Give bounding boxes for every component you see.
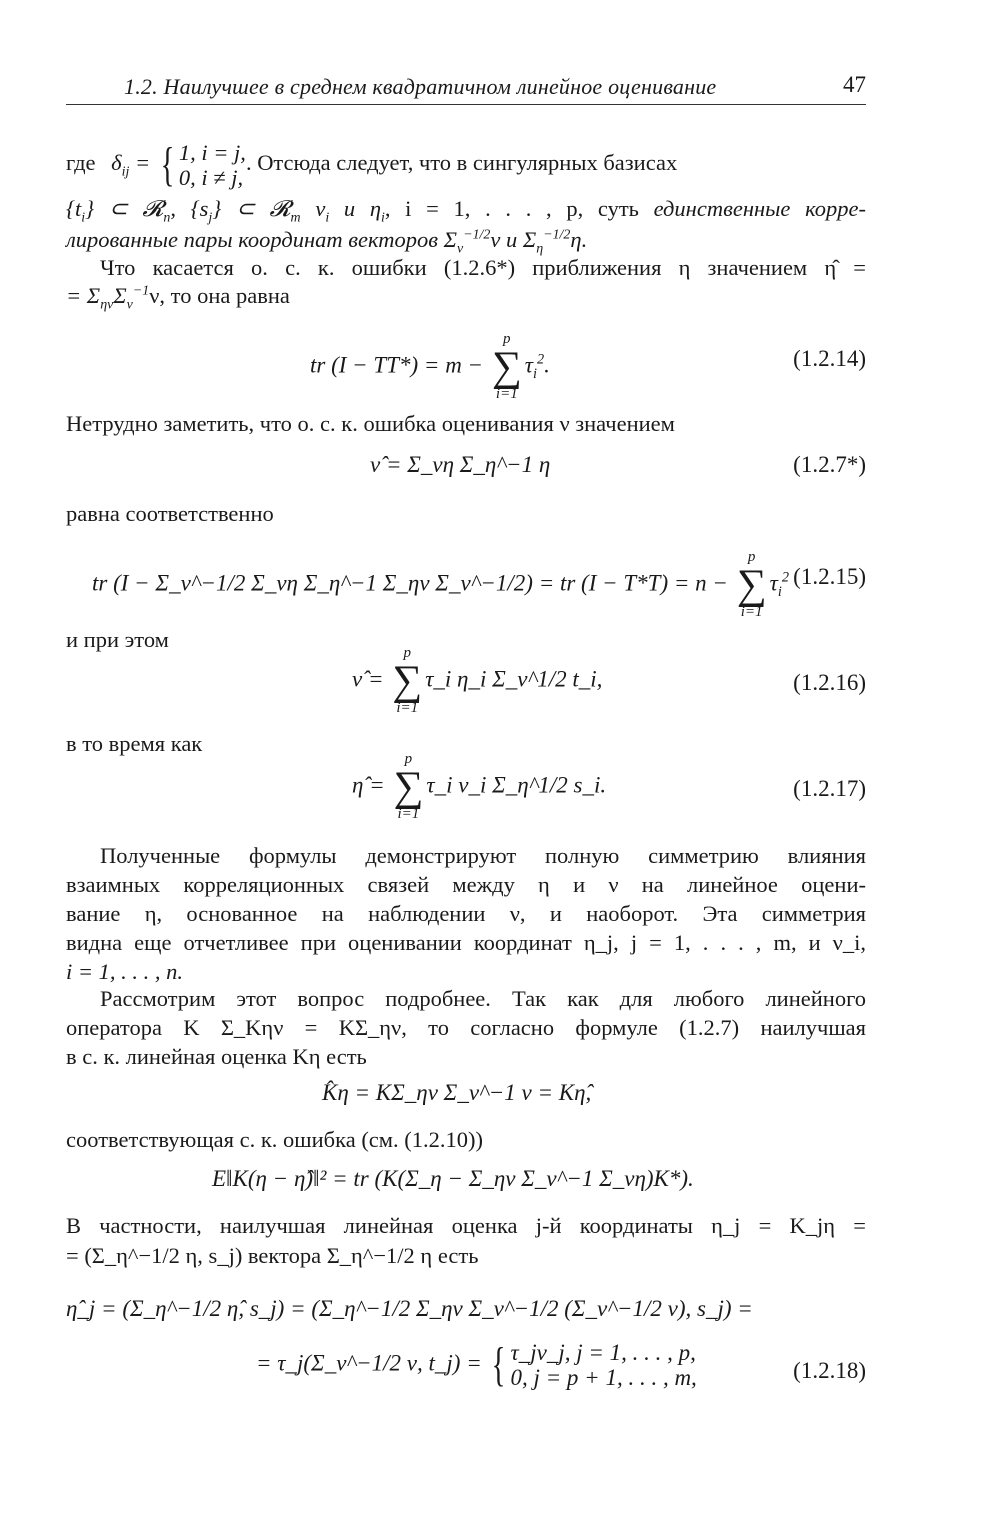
left-brace: { [160,137,175,191]
equation-1-2-18: η̂_j = (Σ_η^−1/2 η̂, s_j) = (Σ_η^−1/2 Σ_ην Σ_ν^−1/2 (Σ_ν^−1/2 ν), s_j) = = τ_j(Σ_ν^−1/2 ν, t_j) = { τ_jν_j, j = 1, . . . , p, 0, j = p + 1, . . . , m, (1.2.18) [66,1296,866,1391]
equation-number: (1.2.18) [793,1358,866,1383]
equation-1-2-7-star: ν̂ = Σ_νη Σ_η^−1 η (1.2.7*) [370,452,866,477]
equation-1-2-16: ν̂ = p ∑ i=1τ_i η_i Σ_ν^1/2 t_i, (1.2.16) [352,645,866,716]
basis-line: $\{t_i\}$ ⊂ 𝓡$_n$, $\{s_j\}$ ⊂ 𝓡$_m$ $\nu_i$ и $\eta_i$, i = 1, . . . , p, суть единственные корре- [66,196,866,226]
respectively-line: равна соответственно [66,501,274,526]
paragraph-line: в с. к. линейная оценка Kη есть [66,1044,367,1069]
equation-number: (1.2.14) [793,346,866,371]
observation-line: Нетрудно заметить, что о. с. к. ошибка оценивания ν значением [66,411,675,436]
error-intro-line: Что касается о. с. к. ошибки (1.2.6*) приближения η значением η̂ = [100,255,866,280]
error-intro-line-2: = $\Sigma_{\eta\nu}\Sigma_\nu^{-1}\nu$, то она равна [66,283,290,313]
paragraph-line: Полученные формулы демонстрируют полную симметрию влияния [100,843,866,868]
equation-number: (1.2.7*) [793,452,866,477]
equation-1-2-15: tr (I − Σ_ν^−1/2 Σ_νη Σ_η^−1 Σ_ην Σ_ν^−1/2) = tr (I − T*T) = n − p ∑ $i=1\tau_i^2$ (1.2.15) [92,549,866,620]
running-head [66,70,866,105]
section-title: 1.2. Наилучшее в среднем квадратичном линейное оценивание [124,74,717,99]
equation-number: (1.2.17) [793,776,866,801]
paragraph-line: В частности, наилучшая линейная оценка j-й координаты η_j = K_jη = [66,1213,866,1238]
equation-error: E‖K(η − η̂)‖² = tr (K(Σ_η − Σ_ην Σ_ν^−1 Σ_νη)K*). [212,1166,694,1191]
paragraph-line: Рассмотрим этот вопрос подробнее. Так как для любого линейного [100,986,866,1011]
equation-number: (1.2.15) [793,564,866,589]
while-line: в то время как [66,731,203,756]
page-number: 47 [843,72,866,97]
corresponding-error-line: соответствующая с. к. ошибка (см. (1.2.10)) [66,1127,484,1152]
delta-cases: 1, i = j, 0, i ≠ j, [178,139,246,190]
paragraph-line: вание η, основанное на наблюдении ν, и наоборот. Эта симметрия [66,901,866,926]
delta-definition-line: где $\delta_{ij}$ = { 1, i = j, 0, i ≠ j, . Отсюда следует, что в сингулярных базисах [66,137,678,191]
paragraph-line: оператора K Σ_Kην = KΣ_ην, то согласно формуле (1.2.7) наилучшая [66,1015,866,1040]
equation-1-2-17: η̂ = p ∑ i=1τ_i ν_i Σ_η^1/2 s_i. (1.2.17) [352,751,866,822]
paragraph-line: видна еще отчетливее при оценивании координат η_j, j = 1, . . . , m, и ν_i, [66,930,866,955]
paragraph-line: i = 1, . . . , n. [66,959,184,984]
pairs-line: лированные пары координат векторов $\Sigma_\nu^{-1/2}\nu$ и $\Sigma_\eta^{-1/2}\eta$. [66,227,588,257]
equation-number: (1.2.16) [793,670,866,695]
paragraph-line: взаимных корреляционных связей между η и ν на линейное оцени- [66,872,866,897]
paragraph-line: = (Σ_η^−1/2 η, s_j) вектора Σ_η^−1/2 η есть [66,1243,479,1268]
equation-1-2-14: tr (I − TT*) = m − p ∑ $i=1\tau_i^2$. (1.2.14) [310,331,866,402]
equation-k-eta: K̂η = KΣ_ην Σ_ν^−1 ν = Kη̂, [322,1080,592,1105]
and-line: и при этом [66,627,169,652]
